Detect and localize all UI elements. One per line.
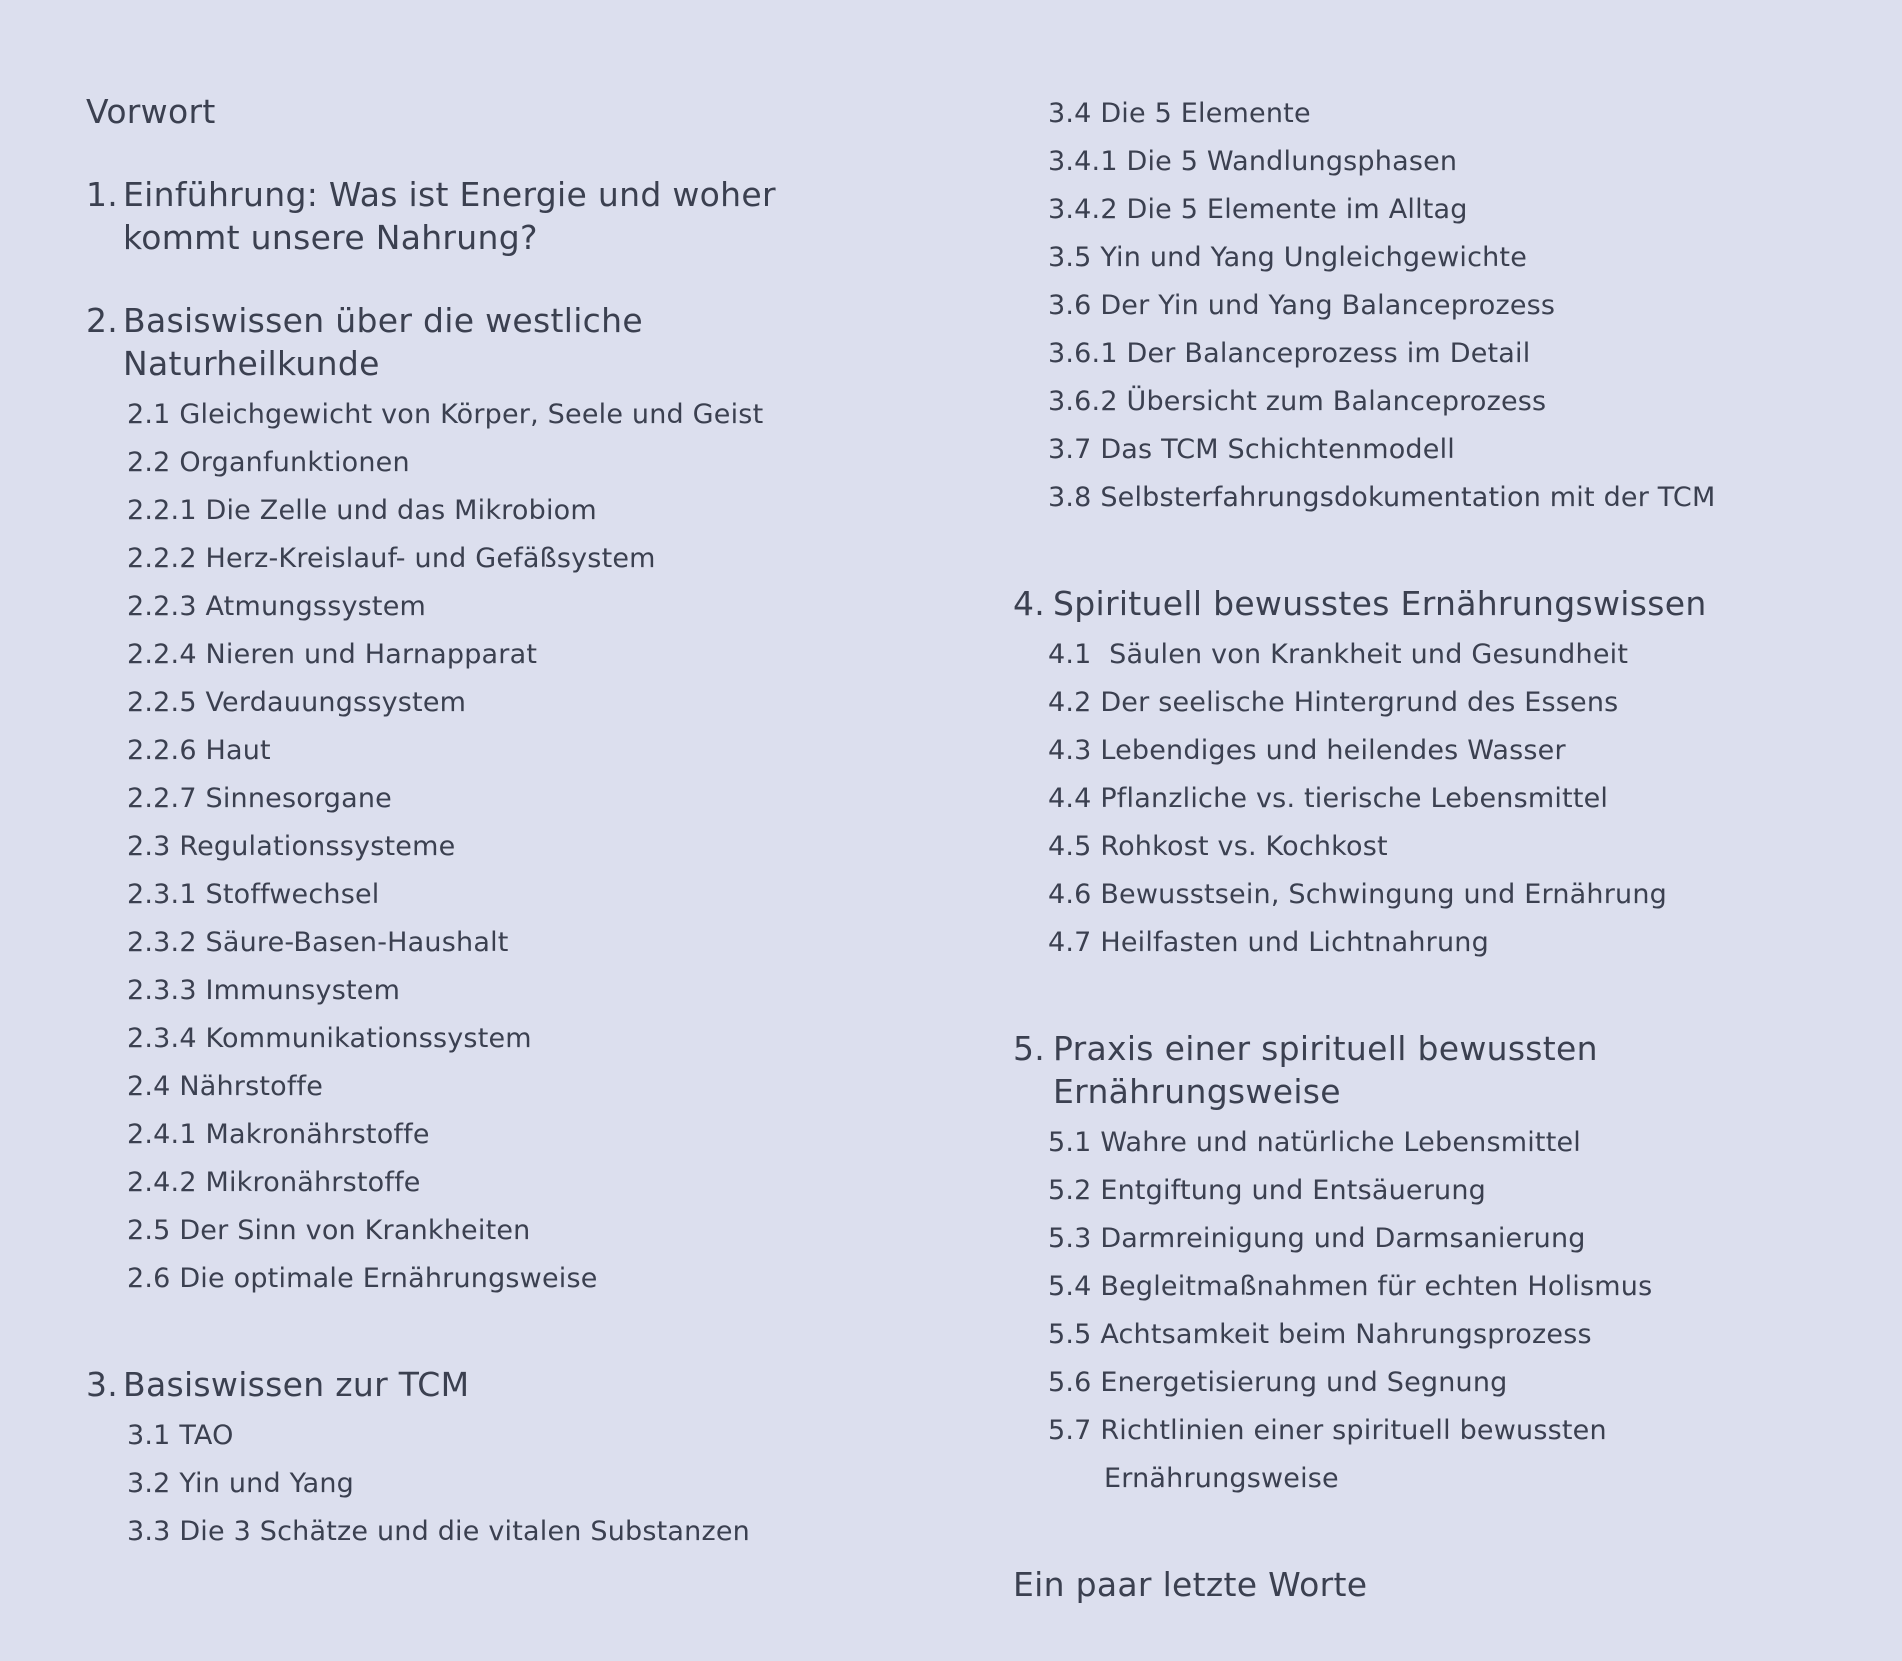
toc-entry-text: 5.3 Darmreinigung und Darmsanierung (1048, 1223, 1586, 1254)
toc-entry-text: 3.4.1 Die 5 Wandlungsphasen (1048, 146, 1458, 177)
toc-left-column (86, 90, 856, 1556)
toc-entry-text: 3.5 Yin und Yang Ungleichgewichte (1048, 242, 1528, 273)
toc-entry (86, 1159, 856, 1207)
toc-heading-number: 5. (1013, 1029, 1046, 1068)
toc-entry-text: 5.2 Entgiftung und Entsäuerung (1048, 1175, 1486, 1206)
toc-entry-text: 2.2.6 Haut (127, 735, 271, 766)
toc-heading-text: Vorwort (86, 92, 216, 131)
toc-entry (86, 1508, 856, 1556)
toc-heading-text: Ernährungsweise (1053, 1072, 1341, 1111)
toc-entry-text: 4.7 Heilfasten und Lichtnahrung (1048, 927, 1489, 958)
toc-entry (1013, 775, 1813, 823)
toc-entry-text: 3.6.1 Der Balanceprozess im Detail (1048, 338, 1531, 369)
toc-entry-text: 2.2.1 Die Zelle und das Mikrobiom (127, 495, 597, 526)
toc-entry (86, 919, 856, 967)
toc-entry (1013, 1311, 1813, 1359)
toc-entry (1013, 90, 1813, 138)
toc-heading-line (1013, 1027, 1813, 1070)
toc-entry (1013, 1407, 1813, 1503)
toc-entry (86, 1412, 856, 1460)
toc-heading-text: Naturheilkunde (123, 344, 380, 383)
toc-entry (1013, 1215, 1813, 1263)
toc-entry (1013, 1263, 1813, 1311)
toc-entry (86, 535, 856, 583)
toc-entry-text: 2.3.4 Kommunikationssystem (127, 1023, 532, 1054)
toc-entry (1013, 1119, 1813, 1167)
toc-entry (86, 1063, 856, 1111)
toc-entry (86, 871, 856, 919)
toc-entry (86, 1460, 856, 1508)
toc-entry-text: 2.3.3 Immunsystem (127, 975, 401, 1006)
toc-entry-text: 2.1 Gleichgewicht von Körper, Seele und Geist (127, 399, 764, 430)
toc-entry (1013, 1359, 1813, 1407)
toc-entry (1013, 679, 1813, 727)
toc-entry-text: 2.2.2 Herz-Kreislauf- und Gefäßsystem (127, 543, 656, 574)
toc-entry (86, 679, 856, 727)
toc-entry-text: 4.5 Rohkost vs. Kochkost (1048, 831, 1388, 862)
toc-entry (86, 1255, 856, 1303)
toc-entry (86, 727, 856, 775)
toc-section-heading (1013, 582, 1813, 625)
toc-entry-text: 3.6.2 Übersicht zum Balanceprozess (1048, 386, 1547, 417)
toc-entry (86, 967, 856, 1015)
toc-heading-text: Spirituell bewusstes Ernährungswissen (1053, 584, 1707, 623)
toc-entry-text: 2.2.7 Sinnesorgane (127, 783, 392, 814)
toc-entry-text: 2.2.5 Verdauungssystem (127, 687, 467, 718)
toc-entry-text: 4.6 Bewusstsein, Schwingung und Ernährung (1048, 879, 1667, 910)
toc-entry-text: 4.4 Pflanzliche vs. tierische Lebensmittel (1048, 783, 1609, 814)
toc-entry (1013, 823, 1813, 871)
toc-entry (1013, 1167, 1813, 1215)
toc-entry (86, 391, 856, 439)
toc-entry (1013, 186, 1813, 234)
toc-entry-text: 4.2 Der seelische Hintergrund des Essens (1048, 687, 1619, 718)
toc-entry (1013, 871, 1813, 919)
toc-entry (1013, 138, 1813, 186)
toc-entry (86, 583, 856, 631)
toc-heading-number: 3. (86, 1365, 119, 1404)
toc-entry (86, 775, 856, 823)
toc-heading-line (86, 173, 856, 216)
toc-heading-text: Einführung: Was ist Energie und woher (123, 175, 776, 214)
toc-entry-text: 3.4 Die 5 Elemente (1048, 98, 1311, 129)
toc-entry-text: 2.2.3 Atmungssystem (127, 591, 427, 622)
toc-section-heading (86, 1363, 856, 1406)
toc-entry (86, 439, 856, 487)
toc-entry (86, 1111, 856, 1159)
toc-entry-text: 5.1 Wahre und natürliche Lebensmittel (1048, 1127, 1582, 1158)
toc-entry-text: 2.4.1 Makronährstoffe (127, 1119, 430, 1150)
toc-heading-text: Basiswissen über die westliche (123, 301, 643, 340)
toc-entry-text: 5.5 Achtsamkeit beim Nahrungsprozess (1048, 1319, 1592, 1350)
toc-entry (1013, 282, 1813, 330)
toc-entry (1013, 727, 1813, 775)
toc-heading-line (86, 299, 856, 342)
toc-entry-text: 2.3 Regulationssysteme (127, 831, 456, 862)
toc-section-heading (86, 299, 856, 385)
toc-entry-text: 3.8 Selbsterfahrungsdokumentation mit der TCM (1048, 482, 1716, 513)
toc-entry (1013, 378, 1813, 426)
toc-entry-text: 2.2 Organfunktionen (127, 447, 410, 478)
toc-heading-text: Praxis einer spirituell bewussten (1053, 1029, 1598, 1068)
toc-entry-text: 2.4.2 Mikronährstoffe (127, 1167, 421, 1198)
toc-entry (86, 487, 856, 535)
toc-section-heading (86, 90, 856, 133)
toc-entry-text: 3.6 Der Yin und Yang Balanceprozess (1048, 290, 1556, 321)
toc-heading-number: 1. (86, 175, 119, 214)
toc-entry-text: 5.4 Begleitmaßnahmen für echten Holismus (1048, 1271, 1653, 1302)
toc-entry-text: Ernährungsweise (1104, 1463, 1339, 1494)
toc-entry-text: 2.6 Die optimale Ernährungsweise (127, 1263, 598, 1294)
toc-entry (1013, 631, 1813, 679)
toc-section-heading (1013, 1563, 1813, 1606)
toc-entry-text: 2.2.4 Nieren und Harnapparat (127, 639, 538, 670)
toc-entry (1013, 919, 1813, 967)
toc-entry (86, 823, 856, 871)
toc-heading-text: Basiswissen zur TCM (123, 1365, 470, 1404)
toc-heading-line (1013, 582, 1813, 625)
toc-entry-text: 2.4 Nährstoffe (127, 1071, 324, 1102)
toc-entry (86, 631, 856, 679)
toc-entry (1013, 330, 1813, 378)
toc-entry-text: 3.1 TAO (127, 1420, 234, 1451)
toc-entry-text: 2.3.2 Säure-Basen-Haushalt (127, 927, 509, 958)
toc-entry-text: 2.3.1 Stoffwechsel (127, 879, 380, 910)
toc-entry-text: 4.1 Säulen von Krankheit und Gesundheit (1048, 639, 1629, 670)
toc-heading-line (86, 1363, 856, 1406)
toc-section-heading (1013, 1027, 1813, 1113)
toc-heading-number: 4. (1013, 584, 1046, 623)
toc-entry-text: 4.3 Lebendiges und heilendes Wasser (1048, 735, 1566, 766)
toc-entry (86, 1207, 856, 1255)
toc-entry-text: 5.7 Richtlinien einer spirituell bewussten (1048, 1415, 1607, 1446)
toc-entry-text: 2.5 Der Sinn von Krankheiten (127, 1215, 531, 1246)
toc-entry-text: 3.7 Das TCM Schichtenmodell (1048, 434, 1455, 465)
toc-heading-text: kommt unsere Nahrung? (123, 218, 538, 257)
toc-entry (1013, 234, 1813, 282)
toc-entry-text: 3.3 Die 3 Schätze und die vitalen Substanzen (127, 1516, 750, 1547)
toc-entry (1013, 426, 1813, 474)
toc-entry (1013, 474, 1813, 522)
toc-entry-text: 5.6 Energetisierung und Segnung (1048, 1367, 1508, 1398)
toc-right-column (1013, 90, 1813, 1606)
toc-heading-number: 2. (86, 301, 119, 340)
toc-entry-text: 3.4.2 Die 5 Elemente im Alltag (1048, 194, 1468, 225)
toc-entry-text: 3.2 Yin und Yang (127, 1468, 354, 1499)
toc-section-heading (86, 173, 856, 259)
toc-heading-text: Ein paar letzte Worte (1013, 1565, 1368, 1604)
toc-entry (86, 1015, 856, 1063)
